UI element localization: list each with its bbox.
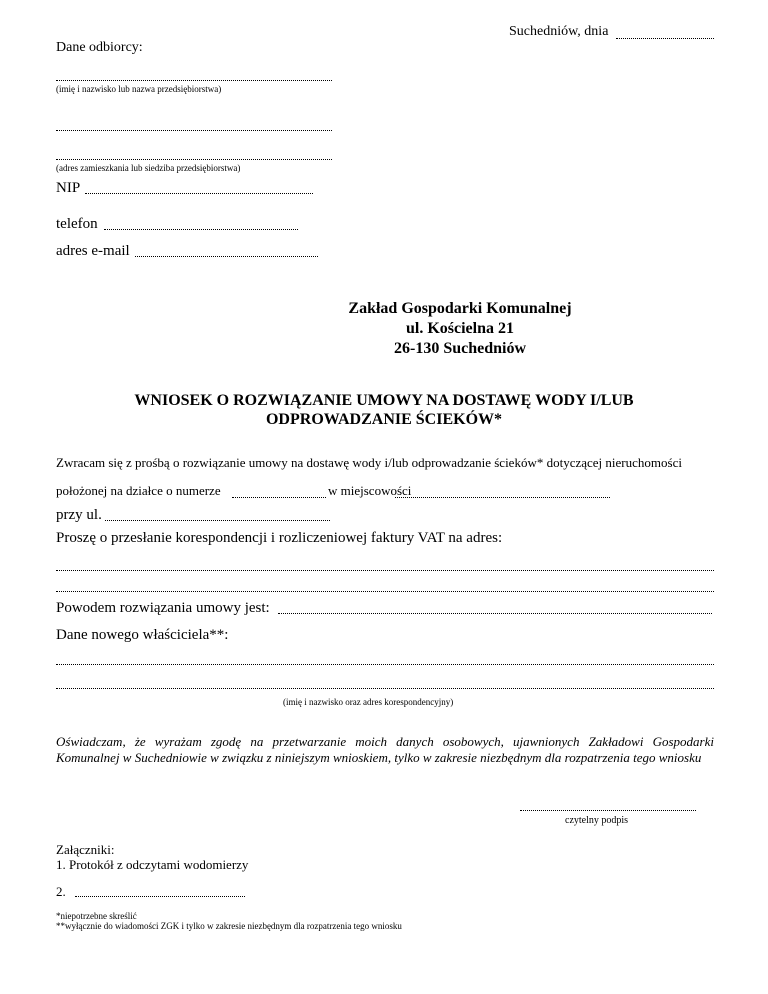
correspondence-field-2[interactable] <box>56 591 714 592</box>
new-owner-label: Dane nowego właściciela**: <box>56 627 229 643</box>
reason-label: Powodem rozwiązania umowy jest: <box>56 600 270 616</box>
correspondence-label: Proszę o przesłanie korespondencji i rozliczeniowej faktury VAT na adres: <box>56 530 503 546</box>
correspondence-field-1[interactable] <box>56 570 714 571</box>
place-date-label: Suchedniów, dnia <box>509 24 609 39</box>
phone-field[interactable] <box>104 229 298 230</box>
new-owner-hint: (imię i nazwisko oraz adres korespondencyjny) <box>283 697 454 707</box>
address-hint: (adres zamieszkania lub siedziba przedsiębiorstwa) <box>56 163 241 173</box>
signature-label: czytelny podpis <box>565 815 629 826</box>
name-hint: (imię i nazwisko lub nazwa przedsiębiorstwa) <box>56 84 222 94</box>
footnote-2: **wyłącznie do wiadomości ZGK i tylko w zakresie niezbędnym dla rozpatrzenia tego wniosku <box>56 921 402 931</box>
declaration: Oświadczam, że wyrażam zgodę na przetwarzanie moich danych osobowych, ujawnionych Zakładowi Gospodarki Komunalnej w Suchedniowie w związku z niniejszym wnioskiem, tylko w zakresie niezbędnym dla rozpatrzenia tego wniosku <box>56 734 714 765</box>
attachment-item-1: 1. Protokół z odczytami wodomierzy <box>56 857 249 872</box>
address-field-2[interactable] <box>56 159 332 160</box>
new-owner-field-1[interactable] <box>56 664 714 665</box>
email-label: adres e-mail <box>56 243 130 259</box>
addressee-line3: 26-130 Suchedniów <box>393 340 527 357</box>
phone-label: telefon <box>56 216 98 232</box>
title-line2: ODPROWADZANIE ŚCIEKÓW* <box>265 411 503 428</box>
attachments-heading: Załączniki: <box>56 842 115 857</box>
nip-label: NIP <box>56 180 81 196</box>
attachment-item-2: 2. <box>56 884 66 899</box>
name-field[interactable] <box>56 80 332 81</box>
request-line2a: położonej na działce o numerze <box>56 483 221 498</box>
date-field[interactable] <box>616 38 714 39</box>
address-field-1[interactable] <box>56 130 332 131</box>
reason-field[interactable] <box>278 613 712 614</box>
street-field[interactable] <box>105 520 330 521</box>
place-date <box>509 24 608 40</box>
title-line1: WNIOSEK O ROZWIĄZANIE UMOWY NA DOSTAWĘ WODY I/LUB <box>134 392 634 409</box>
new-owner-field-2[interactable] <box>56 688 714 689</box>
signature-field[interactable] <box>520 810 696 811</box>
attachment-2-field[interactable] <box>75 896 245 897</box>
plot-number-field[interactable] <box>232 497 326 498</box>
nip-field[interactable] <box>85 193 313 194</box>
street-label: przy ul. <box>56 507 102 523</box>
email-field[interactable] <box>135 256 318 257</box>
request-line2b: w miejscowości <box>328 483 412 498</box>
request-line1: Zwracam się z prośbą o rozwiązanie umowy na dostawę wody i/lub odprowadzanie ścieków* dotyczącej nieruchomości <box>56 455 682 470</box>
addressee-line1: Zakład Gospodarki Komunalnej <box>348 300 572 317</box>
footnote-1: *niepotrzebne skreślić <box>56 911 137 921</box>
locality-field[interactable] <box>395 497 610 498</box>
recipient-data-label: Dane odbiorcy: <box>56 40 143 55</box>
addressee-line2: ul. Kościelna 21 <box>405 320 514 337</box>
